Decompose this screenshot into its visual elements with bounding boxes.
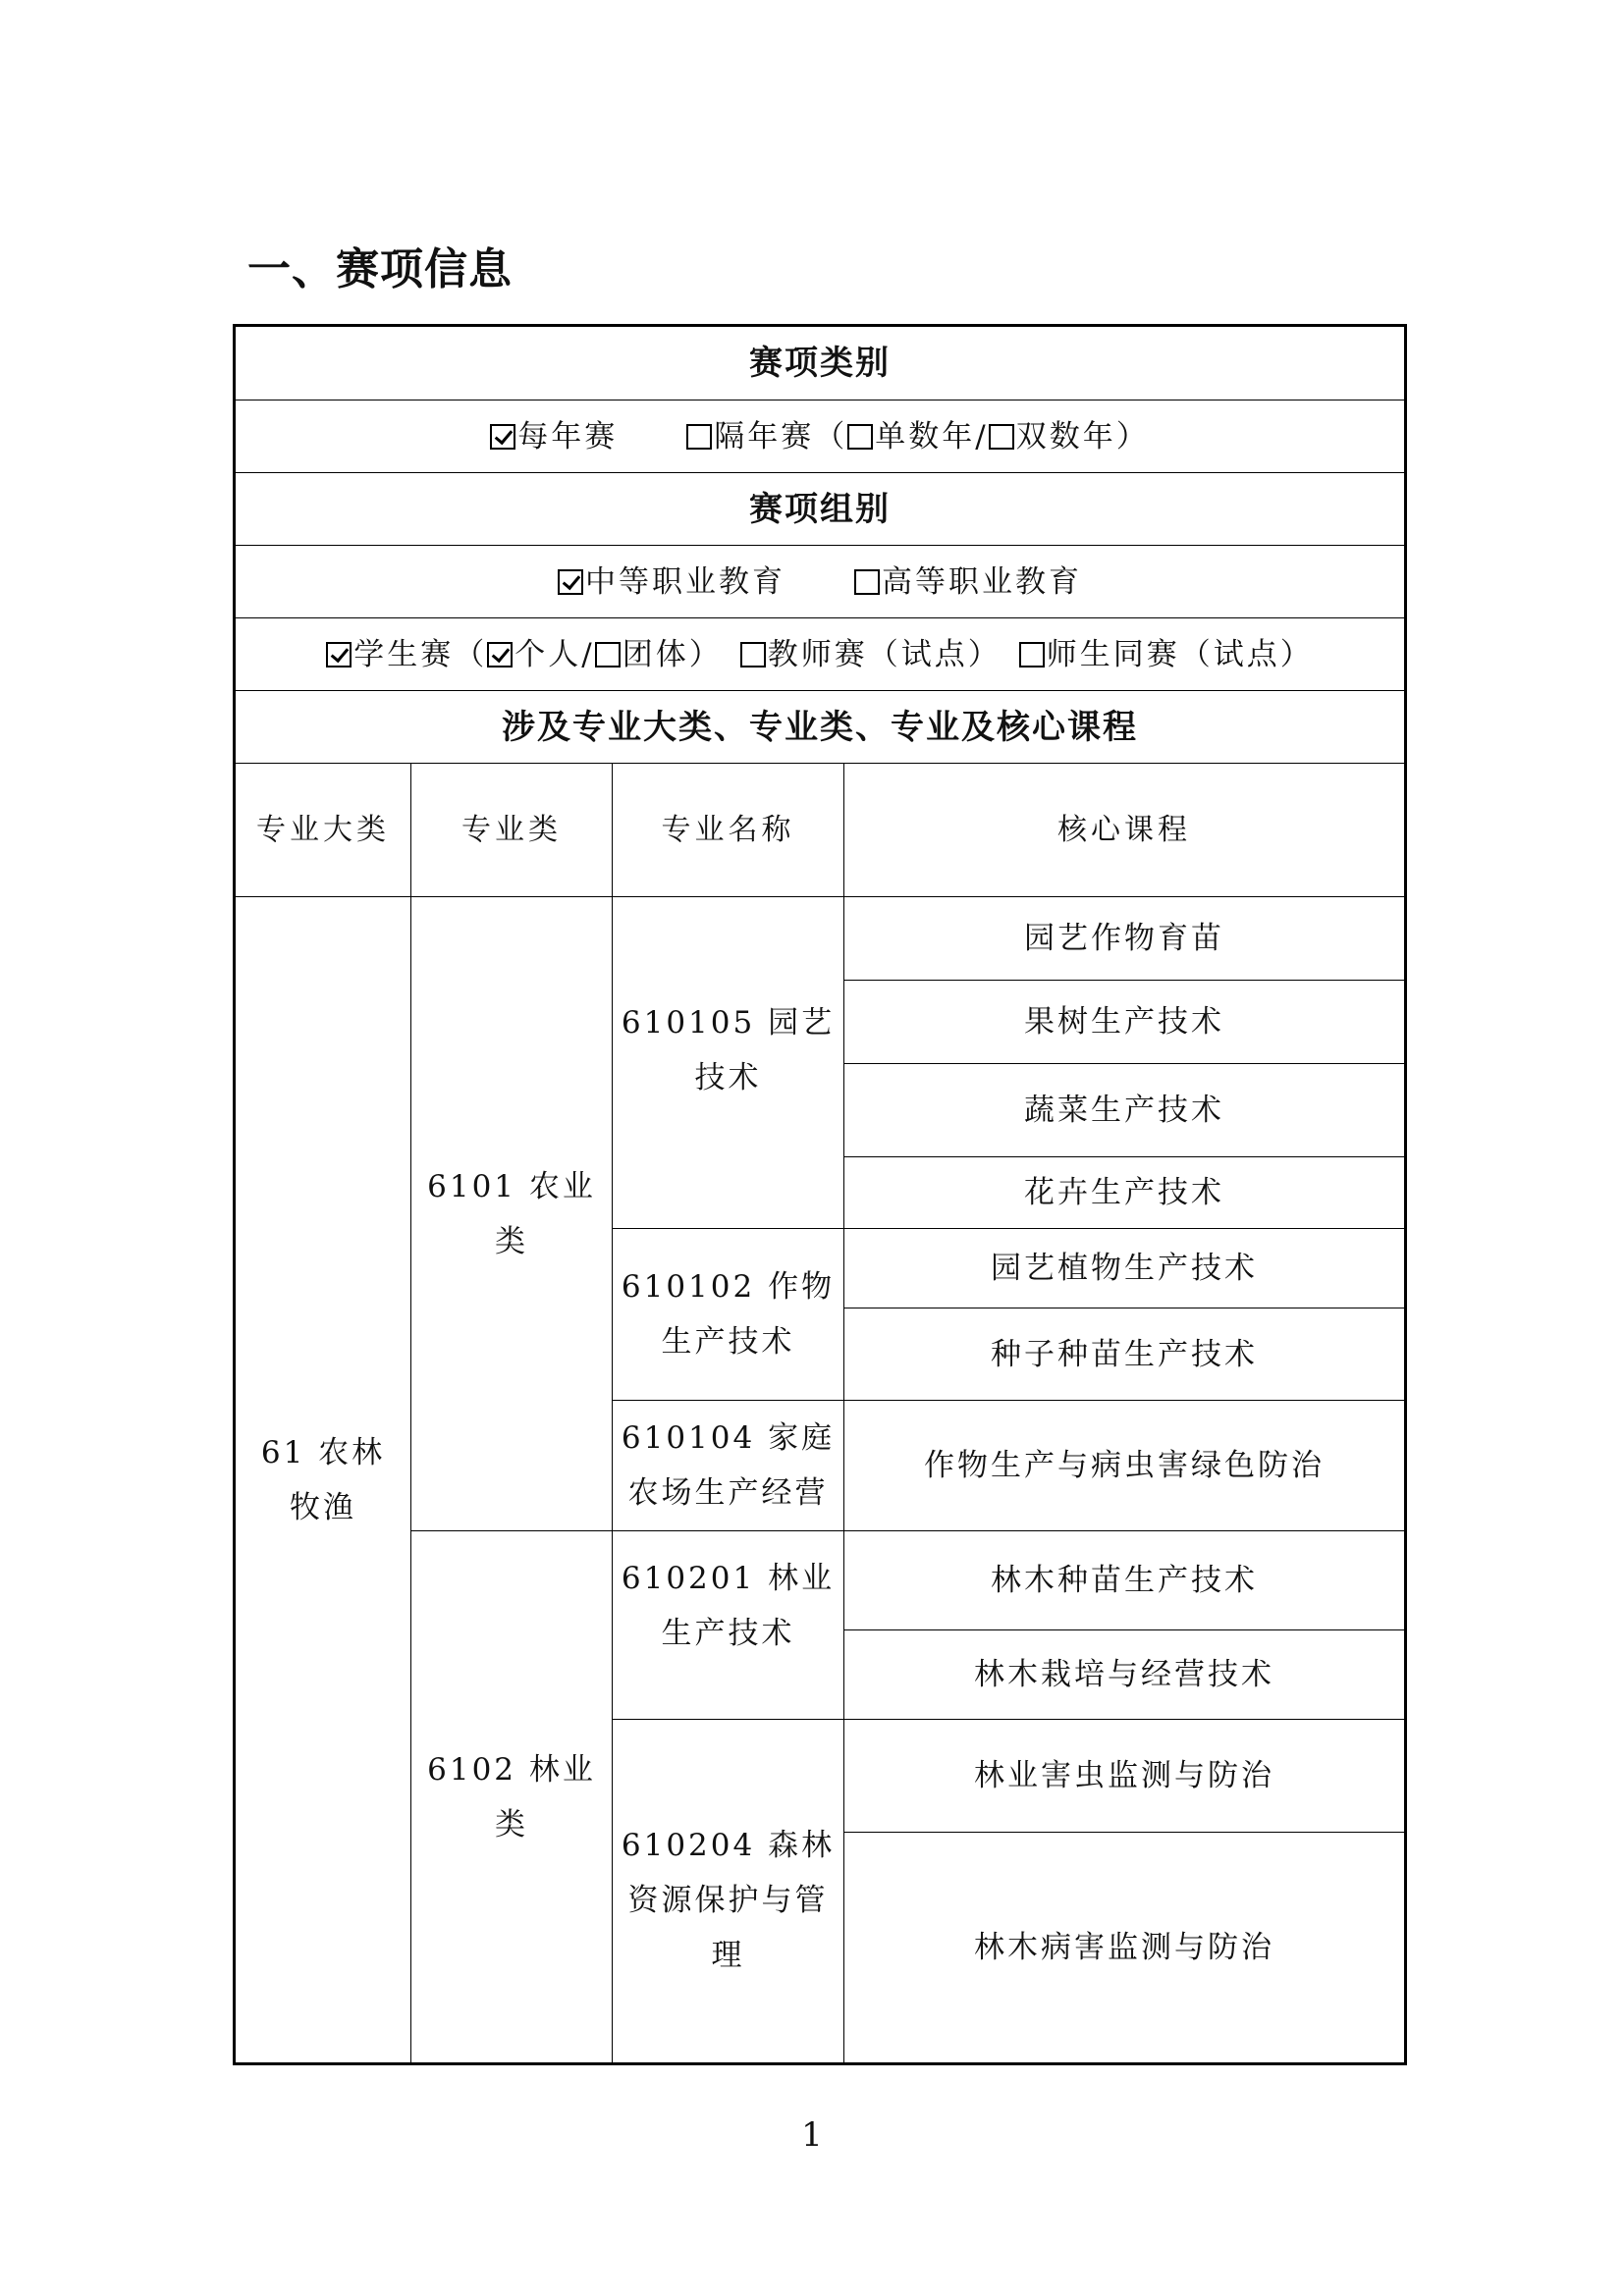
column-header-major-name: 专业名称 <box>613 764 844 897</box>
course-cell: 花卉生产技术 <box>844 1157 1406 1229</box>
page-number: 1 <box>801 2115 823 2155</box>
section-title: 一、赛项信息 <box>247 244 513 294</box>
group-level-options <box>235 546 1406 618</box>
major-name-cell: 610201 林业生产技术 <box>613 1531 844 1720</box>
major-category-cell: 61 农林牧渔 <box>235 897 411 2064</box>
course-cell: 园艺植物生产技术 <box>844 1229 1406 1308</box>
competition-info-table <box>233 324 1407 2065</box>
course-cell: 林木栽培与经营技术 <box>844 1630 1406 1720</box>
major-name-cell: 610102 作物生产技术 <box>613 1229 844 1401</box>
checkbox-empty-icon[interactable] <box>686 424 712 450</box>
category-options <box>235 400 1406 473</box>
checkbox-checked-icon[interactable] <box>326 642 352 667</box>
majors-header-row <box>235 691 1406 764</box>
major-name-cell: 610204 森林资源保护与管理 <box>613 1720 844 2064</box>
option-team[interactable]: 团体） <box>595 627 723 682</box>
category-header: 赛项类别 <box>235 326 1406 400</box>
checkbox-empty-icon[interactable] <box>1019 642 1045 667</box>
course-cell: 作物生产与病虫害绿色防治 <box>844 1401 1406 1531</box>
checkbox-empty-icon[interactable] <box>989 424 1014 450</box>
option-student[interactable]: 学生赛（ <box>326 627 487 682</box>
option-teacher[interactable]: 教师赛（试点） <box>740 627 1001 682</box>
checkbox-empty-icon[interactable] <box>595 642 621 667</box>
major-name-cell: 610105 园艺技术 <box>613 897 844 1229</box>
column-header-core-course: 核心课程 <box>844 764 1406 897</box>
course-cell: 果树生产技术 <box>844 981 1406 1064</box>
course-cell: 林木种苗生产技术 <box>844 1531 1406 1630</box>
group-type-row <box>235 618 1406 691</box>
option-higher-vocational[interactable]: 高等职业教育 <box>854 555 1082 610</box>
category-options-row <box>235 400 1406 473</box>
option-every-year[interactable]: 每年赛 <box>490 409 618 464</box>
option-alternate-year[interactable]: 隔年赛（ <box>686 409 847 464</box>
group-level-row <box>235 546 1406 618</box>
column-header-major-category: 专业大类 <box>235 764 411 897</box>
column-header-row <box>235 764 1406 897</box>
majors-header: 涉及专业大类、专业类、专业及核心课程 <box>235 691 1406 764</box>
checkbox-empty-icon[interactable] <box>847 424 873 450</box>
major-name-cell: 610104 家庭农场生产经营 <box>613 1401 844 1531</box>
major-class-cell: 6101 农业类 <box>411 897 613 1531</box>
checkbox-checked-icon[interactable] <box>487 642 513 667</box>
option-even-year[interactable]: 双数年） <box>989 409 1150 464</box>
course-cell: 林木病害监测与防治 <box>844 1833 1406 2064</box>
table-row <box>235 897 1406 981</box>
option-individual[interactable]: 个人/ <box>487 627 594 682</box>
major-class-cell: 6102 林业类 <box>411 1531 613 2064</box>
group-type-options <box>235 618 1406 691</box>
checkbox-checked-icon[interactable] <box>558 569 583 595</box>
group-header: 赛项组别 <box>235 473 1406 546</box>
group-header-row <box>235 473 1406 546</box>
course-cell: 蔬菜生产技术 <box>844 1064 1406 1157</box>
option-odd-year[interactable]: 单数年/ <box>847 409 988 464</box>
course-cell: 种子种苗生产技术 <box>844 1308 1406 1401</box>
option-secondary-vocational[interactable]: 中等职业教育 <box>558 555 785 610</box>
course-cell: 园艺作物育苗 <box>844 897 1406 981</box>
column-header-major-class: 专业类 <box>411 764 613 897</box>
checkbox-checked-icon[interactable] <box>490 424 515 450</box>
checkbox-empty-icon[interactable] <box>854 569 880 595</box>
category-header-row <box>235 326 1406 400</box>
checkbox-empty-icon[interactable] <box>740 642 766 667</box>
course-cell: 林业害虫监测与防治 <box>844 1720 1406 1833</box>
option-teacher-student[interactable]: 师生同赛（试点） <box>1019 627 1314 682</box>
